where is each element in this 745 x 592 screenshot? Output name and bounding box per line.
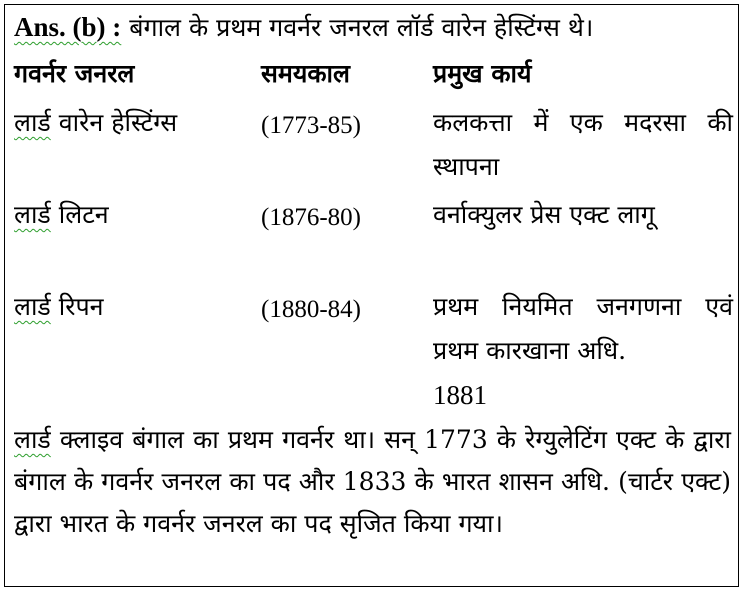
header-governor-general: गवर्नर जनरल	[14, 59, 135, 88]
governor-name: लार्ड रिपन	[14, 292, 104, 321]
governor-work: कलकत्ता में एक मदरसा की स्थापना	[433, 108, 733, 181]
governor-period: (1880-84)	[261, 296, 361, 323]
answer-statement: बंगाल के प्रथम गवर्नर जनरल लॉर्ड वारेन हेस्टिंग्स थे।	[129, 13, 594, 42]
header-period: समयकाल	[261, 59, 350, 88]
governor-work: प्रथम नियमित जनगणना एवं प्रथम कारखाना अधि. 1881	[433, 292, 733, 410]
answer-label: Ans. (b) :	[14, 12, 122, 42]
governor-period: (1773-85)	[261, 112, 361, 139]
paragraph-prefix: लार्ड	[14, 425, 51, 454]
paragraph-text: क्लाइव बंगाल का प्रथम गवर्नर था। सन् 1773 के रेग्युलेटिंग एक्ट के द्वारा बंगाल के गवर्नर जनरल का पद और 1833 के भारत शासन अधि. (चार्टर एक्ट) द्वारा भारत के गवर्नर जनरल का पद सृजित किया गया।	[14, 425, 732, 538]
header-main-work: प्रमुख कार्य	[433, 59, 532, 88]
explanation-paragraph	[14, 419, 731, 545]
answer-box	[4, 4, 739, 587]
work-year: 1881	[433, 380, 487, 410]
governor-period: (1876-80)	[261, 204, 361, 231]
governor-name: लार्ड वारेन हेस्टिंग्स	[14, 108, 178, 137]
governor-name: लार्ड लिटन	[14, 200, 109, 229]
governor-work: वर्नाक्युलर प्रेस एक्ट लागू	[433, 200, 655, 229]
answer-line	[14, 12, 729, 43]
